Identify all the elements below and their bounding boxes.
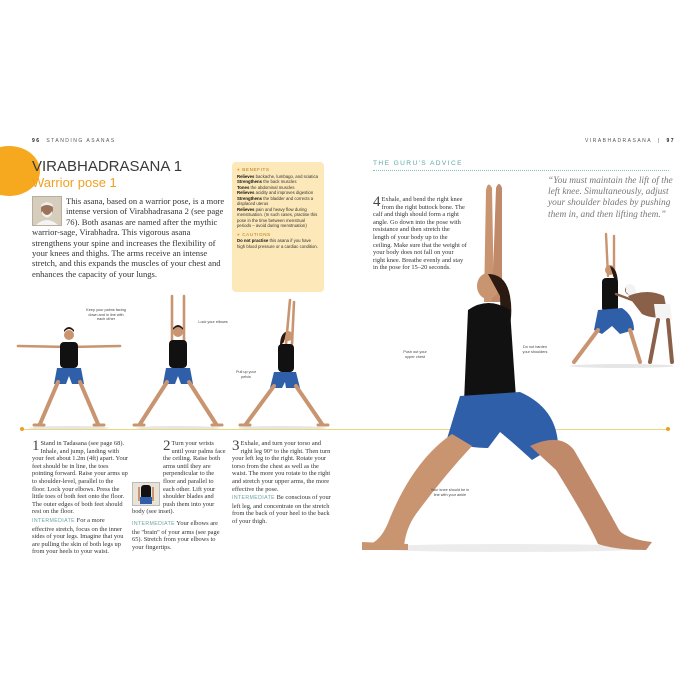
step-1: 1 Stand in Tadasana (see page 68). Inhale, and jump, landing with your feet about 1.2m (4ft) apart. Your feet should be in line, the toes pointing forward. Raise your arms up to shoulder-level, parallel to the floor. Lock your elbows. Press the little toes of both feet onto the floor. The outer edges of both feet should rest on the floor. INTERMEDIATE For a more effective stretch, focus on the inner sides of your legs. Imagine that you are pulling the skin of both legs up from your heels to your waist. bbox=[32, 438, 129, 556]
divider-dot bbox=[20, 427, 24, 431]
page-title: VIRABHADRASANA 1 bbox=[32, 158, 183, 175]
divider-dot bbox=[666, 427, 670, 431]
guru-portrait-photo bbox=[32, 196, 62, 226]
step-3: 3 Exhale, and turn your torso and right leg 90° to the right. Then turn your left leg to the right. Rotate your torso from the chest as well as the waist. The more you rotate to the right and stretch your upper arms, the more effective the pose. INTERMEDIATE Be conscious of your left leg, and concentrate on the stretch from the back of your heel to the back of your thigh. bbox=[232, 438, 331, 525]
annotation-palms: Keep your palms facing down and in line with each other bbox=[86, 308, 126, 322]
intro-text-block bbox=[32, 196, 228, 279]
guru-adjustment-photo bbox=[568, 230, 676, 370]
gurus-advice-heading: THE GURU'S ADVICE bbox=[373, 160, 463, 167]
benefit-item: Relieves acidity and improves digestion bbox=[237, 190, 314, 195]
step-2: 2 Turn your wrists until your palms face the ceiling. Raise both arms until they are perpendicular to the floor and parallel to each other. Lift your shoulder blades and push them into your body (see inset). INTERMEDIATE Your elbows are the "brain" of your arms (see page 65). Stretch from your elbows to your fingertips. bbox=[132, 438, 226, 551]
page-subtitle: Warrior pose 1 bbox=[32, 175, 117, 190]
annotation-pelvis: Pull up your pelvis bbox=[235, 370, 257, 379]
caution-item: Do not practise this asana if you have high blood pressure or a cardiac condition. bbox=[237, 238, 318, 249]
benefits-heading: ● BENEFITS bbox=[237, 167, 270, 172]
benefit-item: Tones the abdominal muscles bbox=[237, 184, 295, 190]
annotation-chest: Push out your upper chest bbox=[403, 350, 427, 359]
step-4: 4 Exhale, and bend the right knee from the right buttock bone. The calf and thigh should form a right angle. Go down into the pose with resistance and then stretch the length of your body up to the ceiling. Make sure that the weight of your body does not fall on your right knee. Breathe evenly and stay in the pose for 15–20 seconds. bbox=[373, 194, 467, 272]
intro-paragraph: This asana, based on a warrior pose, is a more intense version of Virabhadrasana 2 (see page 76). Both asanas are named after the mythic warrior-sage, Virabhadra. This vigorous asana strengthens your spine and increases the flexibility of your knees and thighs. The arms receive an intense stretch, and this expands the muscles of your chest and enhances the capacity of your lungs. bbox=[32, 196, 225, 279]
inset-photo bbox=[132, 482, 160, 506]
benefit-item: Relieves pain and heavy flow during menstruation. (In such cases, practise this pose in the time between menstrual periods – avoid during menstruation) bbox=[237, 206, 318, 228]
right-running-header: VIRABHADRASANA | 97 bbox=[585, 138, 676, 144]
benefit-item: Relieves backache, lumbago, and sciatica bbox=[237, 173, 318, 179]
figure-step-2 bbox=[128, 292, 228, 430]
annotation-shoulders: Do not harden your shoulders bbox=[522, 345, 548, 354]
benefits-panel bbox=[232, 162, 324, 292]
left-running-header: 96 STANDING ASANAS bbox=[32, 138, 116, 144]
figure-step-1 bbox=[14, 318, 124, 430]
gurus-advice-rule bbox=[373, 170, 669, 171]
cautions-heading: ● CAUTIONS bbox=[237, 231, 271, 237]
annotation-elbows: Lock your elbows bbox=[198, 320, 228, 324]
figure-step-3 bbox=[230, 296, 330, 430]
annotation-knee: Your knee should be in line with your ankle bbox=[430, 488, 470, 497]
benefit-item: Strengthens the bladder and corrects a displaced uterus bbox=[237, 195, 314, 206]
guru-quote: “You must maintain the lift of the left knee. Simultaneously, adjust your shoulder blades by pushing them in, and then lifting them.” bbox=[548, 176, 673, 220]
benefit-item: Strengthens the back muscles bbox=[237, 179, 297, 184]
